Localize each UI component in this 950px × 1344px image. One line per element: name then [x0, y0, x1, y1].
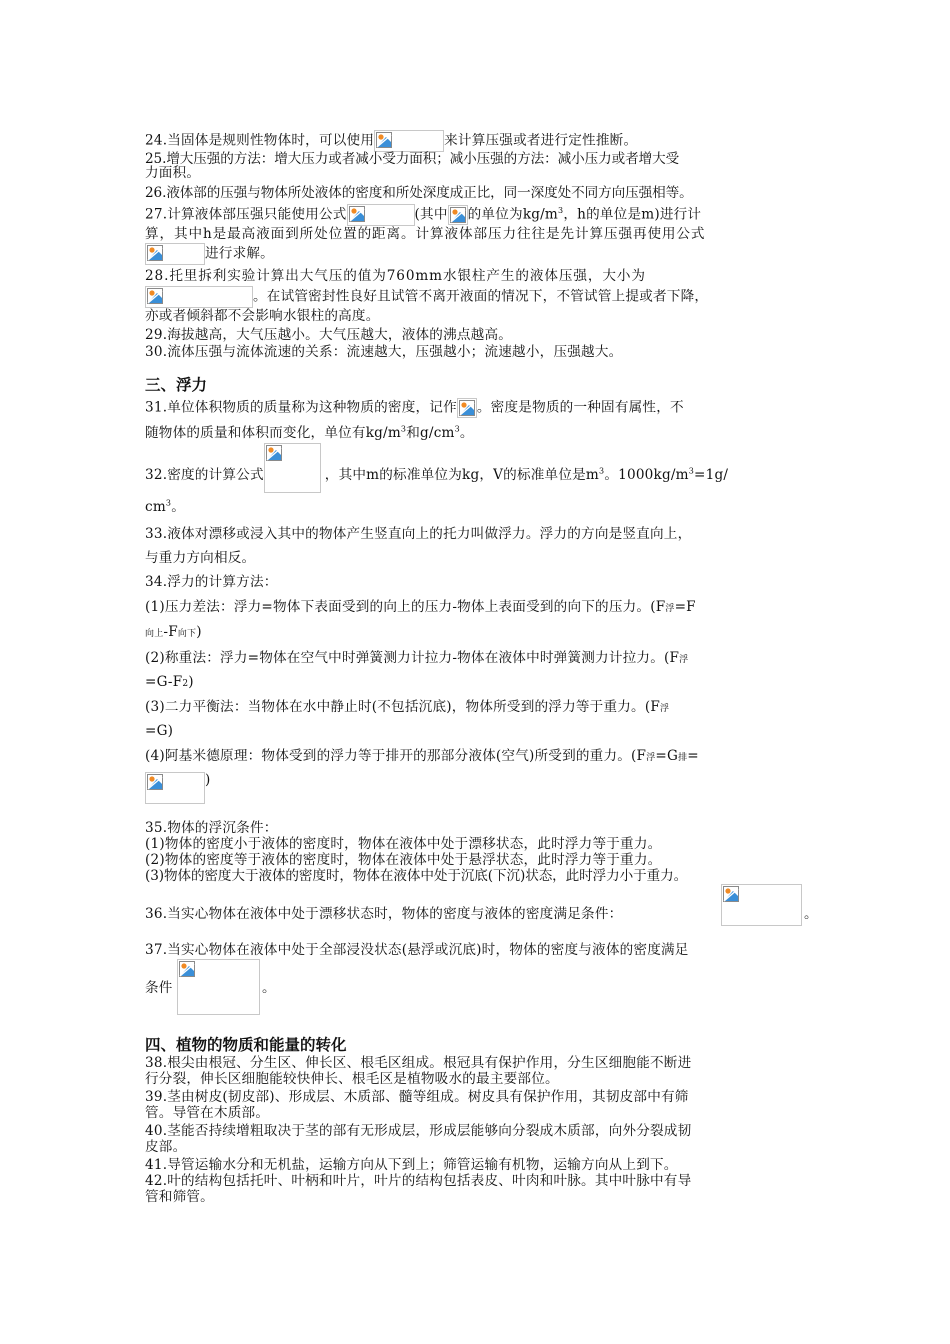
- item-38-line-1: 38.根尖由根冠、分生区、伸长区、根毛区组成。根冠具有保护作用，分生区细胞能不断进: [145, 1055, 692, 1071]
- text: 36.当实心物体在液体中处于漂移状态时，物体的密度与液体的密度满足条件：: [145, 906, 623, 922]
- superscript: 3: [558, 205, 564, 215]
- formula-image: [264, 443, 321, 493]
- item-42-line-1: 42.叶的结构包括托叶、叶柄和叶片，叶片的结构包括表皮、叶肉和叶脉。其中叶脉中有导: [145, 1173, 692, 1189]
- broken-image-icon: [450, 207, 466, 223]
- text: =G: [655, 748, 679, 764]
- superscript: 3: [688, 466, 695, 476]
- item-34-4-line-2: [145, 772, 211, 804]
- item-33-line-1: 33.液体对漂移或浸入其中的物体产生竖直向上的托力叫做浮力。浮力的方向是竖直向上，: [145, 526, 692, 542]
- text: cm: [145, 499, 166, 515]
- subscript: 浮: [665, 604, 675, 614]
- item-30: 30.流体压强与流体流速的关系：流速越大，压强越小；流速越小，压强越大。: [145, 344, 623, 360]
- item-24-line-1: [145, 130, 637, 152]
- text: ): [196, 624, 202, 640]
- text: ，h的单位是m)进行计: [563, 206, 702, 223]
- formula-image: [721, 884, 802, 926]
- formula-image: [177, 959, 260, 1015]
- item-27-line-3: [145, 243, 274, 265]
- text: 。密度是物质的一种固有属性，不: [476, 399, 684, 416]
- text: 和g/cm: [406, 425, 455, 441]
- item-27-line-2: 算，其中h是最高液面到所处位置的距离。计算液体部压力往往是先计算压强再使用公式: [145, 226, 706, 242]
- formula-image: [145, 286, 253, 308]
- text: (1)压力差法：浮力=物体下表面受到的向上的压力-物体上表面受到的向下的压力。(F: [145, 599, 666, 615]
- item-35: 35.物体的浮沉条件：: [145, 820, 278, 836]
- text: -F: [163, 624, 178, 640]
- text: =G-F: [145, 674, 183, 690]
- text: ): [205, 772, 211, 788]
- item-41: 41.导管运输水分和无机盐，运输方向从下到上；筛管运输有机物，运输方向从上到下。: [145, 1157, 678, 1173]
- superscript: 3: [599, 466, 605, 476]
- broken-image-icon: [459, 400, 475, 416]
- text: (2)称重法：浮力=物体在空气中时弹簧测力计拉力-物体在液体中时弹簧测力计拉力。(F: [145, 650, 680, 666]
- item-35-1: (1)物体的密度小于液体的密度时，物体在液体中处于漂移状态，此时浮力等于重力。: [145, 836, 662, 852]
- item-28-line-3: 亦或者倾斜都不会影响水银柱的高度。: [145, 308, 380, 324]
- subscript: 浮: [679, 655, 689, 665]
- item-29: 29.海拔越高，大气压越小。大气压越大，液体的沸点越高。: [145, 327, 513, 343]
- text: =1g/: [694, 467, 729, 483]
- item-39-line-2: 管。导管在木质部。: [145, 1105, 270, 1121]
- item-25-line-2: 力面积。: [145, 165, 201, 181]
- subscript: 向上: [145, 629, 164, 639]
- formula-image: [145, 772, 205, 804]
- item-28-line-1: 28.托里拆利实验计算出大气压的值为760mm水银柱产生的液体压强，大小为: [145, 268, 646, 284]
- text: 条件: [145, 980, 173, 996]
- item-40-line-2: 皮部。: [145, 1139, 187, 1155]
- text: =F: [674, 599, 696, 615]
- item-34-1-line-1: [145, 599, 696, 617]
- text: (其中: [414, 206, 448, 223]
- subscript: 浮: [659, 704, 670, 714]
- item-36: [145, 906, 622, 922]
- text: 。: [459, 425, 474, 441]
- text: 32.密度的计算公式: [145, 467, 264, 483]
- text: 27.计算液体部压强只能使用公式: [145, 206, 347, 223]
- text: 。: [171, 499, 185, 515]
- section-heading-buoyancy: 三、浮力: [145, 376, 208, 394]
- broken-image-icon: [266, 445, 282, 461]
- formula-image: [347, 204, 415, 226]
- item-35-2: (2)物体的密度等于液体的密度时，物体在液体中处于悬浮状态，此时浮力等于重力。: [145, 852, 662, 868]
- text: 。在试管密封性良好且试管不离开液面的情况下，不管试管上提或者下降，: [253, 288, 709, 305]
- item-37-line-1: 37.当实心物体在液体中处于全部浸没状态(悬浮或沉底)时，物体的密度与液体的密度满足: [145, 942, 689, 958]
- item-35-3: (3)物体的密度大于液体的密度时，物体在液体中处于沉底(下沉)状态，此时浮力小于重力。: [145, 868, 688, 884]
- item-32-line-1: [145, 443, 728, 493]
- text: (3)二力平衡法：当物体在水中静止时(不包括沉底)，物体所受到的浮力等于重力。(F: [145, 699, 660, 715]
- subscript: 向下: [177, 629, 197, 639]
- text: 的单位为kg/m: [467, 206, 559, 223]
- item-34: 34.浮力的计算方法：: [145, 574, 278, 590]
- broken-image-icon: [349, 206, 365, 222]
- text: 进行求解。: [205, 245, 274, 262]
- item-33-line-2: 与重力方向相反。: [145, 550, 256, 566]
- formula-image: [374, 130, 444, 152]
- item-32-line-2: [145, 499, 185, 515]
- text: ，其中m的标准单位为kg，V的标准单位是m: [324, 467, 600, 483]
- text: (4)阿基米德原理：物体受到的浮力等于排开的那部分液体(空气)所受到的重力。(F: [145, 748, 647, 764]
- text: ): [188, 674, 194, 690]
- item-37-line-2: [145, 980, 173, 996]
- broken-image-icon: [376, 132, 392, 148]
- item-34-2-line-2: [145, 674, 194, 692]
- item-38-line-2: 行分裂，伸长区细胞能较快伸长、根毛区是植物吸水的最主要部位。: [145, 1071, 559, 1087]
- item-28-line-2: [145, 286, 708, 308]
- superscript: 3: [454, 424, 460, 434]
- item-31-line-2: [145, 425, 474, 441]
- item-34-3-line-1: [145, 699, 669, 717]
- item-34-3-line-2: =G): [145, 723, 174, 739]
- broken-image-icon: [147, 288, 163, 304]
- broken-image-icon: [147, 245, 163, 261]
- text: 31.单位体积物质的质量称为这种物质的密度，记作: [145, 399, 457, 416]
- item-42-line-2: 管和筛管。: [145, 1189, 214, 1205]
- symbol-image: [457, 398, 477, 418]
- text: 随物体的质量和体积而变化，单位有kg/m: [145, 425, 401, 441]
- section-heading-plant-transformation: 四、植物的物质和能量的转化: [145, 1036, 347, 1054]
- item-31-line-1: [145, 398, 684, 418]
- item-34-4-line-1: [145, 748, 699, 766]
- text: 24.当固体是规则性物体时，可以使用: [145, 132, 375, 149]
- item-26: 26.液体部的压强与物体所处液体的密度和所处深度成正比，同一深度处不同方向压强相等。: [145, 185, 693, 201]
- item-27-line-1: [145, 204, 701, 226]
- subscript: 排: [678, 753, 688, 763]
- broken-image-icon: [179, 961, 195, 977]
- item-36-end: 。: [804, 906, 818, 922]
- item-25-line-1: 25.增大压强的方法：增大压力或者减小受力面积；减小压强的方法：减小压力或者增大受: [145, 151, 680, 167]
- item-40-line-1: 40.茎能否持续增粗取决于茎的部有无形成层，形成层能够向分裂成木质部，向外分裂成韧: [145, 1123, 692, 1139]
- symbol-image: [448, 205, 468, 225]
- text: 。1000kg/m: [604, 467, 689, 483]
- item-34-2-line-1: [145, 650, 688, 668]
- formula-image: [145, 243, 205, 265]
- item-39-line-1: 39.茎由树皮(韧皮部)、形成层、木质部、髓等组成。树皮具有保护作用，其韧皮部中有筛: [145, 1089, 689, 1105]
- superscript: 3: [165, 498, 172, 508]
- subscript: 2: [182, 679, 189, 689]
- subscript: 浮: [646, 753, 656, 763]
- broken-image-icon: [723, 886, 739, 902]
- item-34-1-line-2: [145, 624, 202, 642]
- broken-image-icon: [147, 774, 163, 790]
- text: =: [687, 748, 699, 764]
- text: 来计算压强或者进行定性推断。: [444, 132, 638, 149]
- superscript: 3: [400, 424, 407, 434]
- item-37-end: 。: [262, 980, 276, 996]
